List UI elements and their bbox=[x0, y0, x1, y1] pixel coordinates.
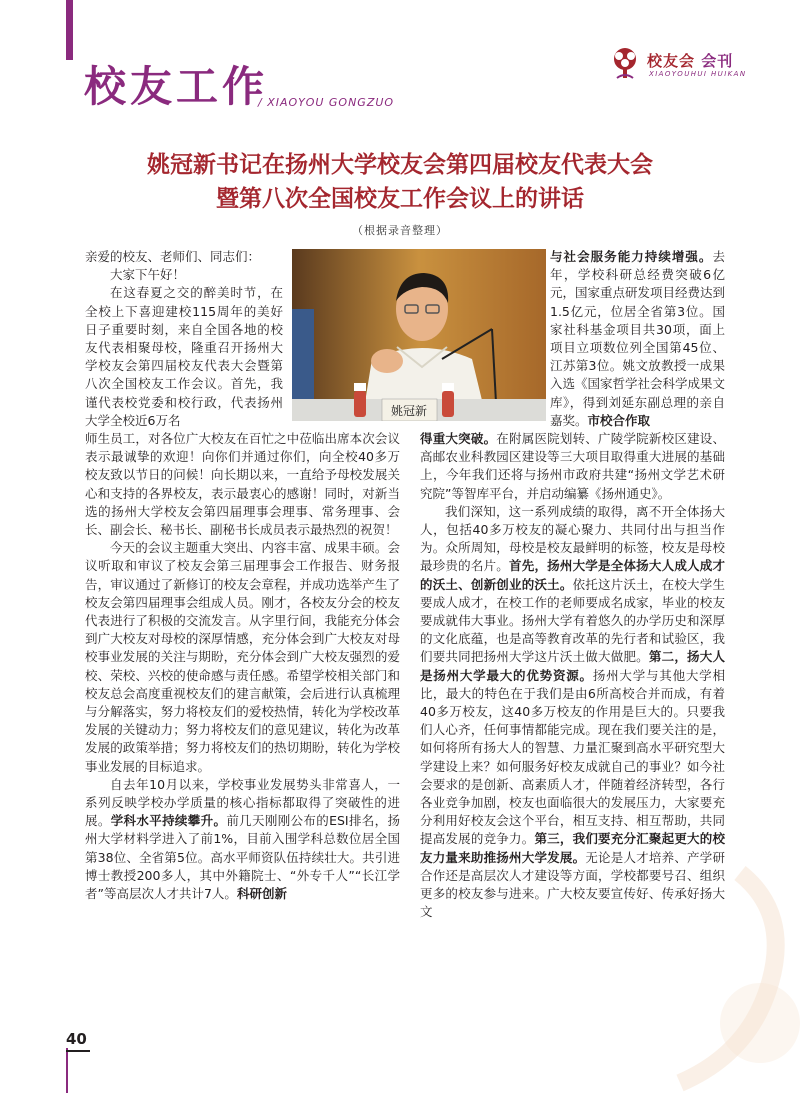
key-point: 第三，我们要充分汇聚起更大的校友力量来助推扬州大学发展。 bbox=[420, 831, 725, 865]
key-point: 第二，扬大人是扬州大学最大的优势资源。 bbox=[420, 649, 725, 683]
key-point: 学科水平持续攀升。 bbox=[110, 813, 227, 829]
section-subtitle: / XIAOYOU GONGZUO bbox=[258, 96, 395, 109]
body-column-left-bottom bbox=[85, 430, 400, 903]
page-number-rule bbox=[66, 1050, 90, 1052]
section-title: 校友工作 bbox=[84, 62, 269, 111]
brand-title bbox=[647, 50, 733, 71]
transcript-note: （根据录音整理） bbox=[352, 224, 448, 237]
body-paragraph: 在这春夏之交的醉美时节，在全校上下喜迎建校115周年的美好日子重要时刻，来自全国各地的校友代表相聚母校，隆重召开扬州大学校友会第四届校友代表大会暨第八次全国校友工作会议。首先，我谨代表校党委和校行政，代表扬州大学全校近6万名 bbox=[85, 285, 283, 428]
key-point: 得重大突破。 bbox=[420, 431, 497, 446]
body-paragraph: 与社会服务能力持续增强。去年，学校科研总经费突破6亿元，国家重点研发项目经费达到1.5亿元，位居全省第3位。国家社科基金项目共30项，面上项目立项数位列全国第45位、江苏第3位。姚文放教授一成果入选《国家哲学社会科学成果文库》，得到刘延东副总理的亲自嘉奖。市校合作取 bbox=[550, 249, 726, 428]
sidebar-accent-bar bbox=[66, 0, 73, 60]
key-point: 市校合作取 bbox=[587, 412, 651, 428]
brand-pinyin: XIAOYOUHUI HUIKAN bbox=[649, 70, 747, 78]
article-title-line-2: 暨第八次全国校友工作会议上的讲话 bbox=[216, 185, 584, 212]
decorative-watermark bbox=[620, 833, 800, 1093]
body-paragraph: 今天的会议主题重大突出、内容丰富、成果丰硕。会议听取和审议了校友会第三届理事会工作报告、财务报告，审议通过了新修订的校友会章程，并成功选举产生了校友会第四届理事会组成人员。刚才，各校友分会的校友代表进行了积极的交流发言。从字里行间，我能充分体会到广大校友对母校的深厚情感，充分体会到广大校友对母校事业发展的关注与期盼，充分体会到广大校友强烈的爱校、荣校、兴校的使命感与责任感。希望学校相关部门和校友总会高度重视校友们的建言献策，会后进行认真梳理与分解落实，努力将校友们的爱校热情，转化为学校改革发展的关键动力；努力将校友们的意见建议，转化为改革发展的政策举措；努力将校友们的热切期盼，转化为学校事业发展的目标追求。 bbox=[85, 540, 400, 774]
body-column-right-top bbox=[550, 248, 725, 430]
key-point: 科研创新 bbox=[236, 886, 287, 902]
body-paragraph: 亲爱的校友、老师们、同志们： bbox=[85, 249, 261, 264]
article-title-line-1: 姚冠新书记在扬州大学校友会第四届校友代表大会 bbox=[147, 151, 653, 178]
yangzhou-university-alumni-logo-icon bbox=[609, 46, 641, 80]
speaker-photo bbox=[292, 249, 546, 421]
page-number: 40 bbox=[66, 1030, 87, 1048]
body-column-left-top bbox=[85, 248, 283, 430]
body-paragraph: 大家下午好！ bbox=[110, 267, 186, 283]
sidebar-accent-bar-bottom bbox=[66, 1048, 68, 1093]
brand-name: 校友会 bbox=[647, 52, 696, 70]
key-point: 与社会服务能力持续增强。 bbox=[550, 249, 713, 264]
body-paragraph: 自去年10月以来，学校事业发展势头非常喜人，一系列反映学校办学质量的核心指标都取得了突破性的进展。学科水平持续攀升。前几天刚刚公布的ESI排名，扬州大学材料学进入了前1%，目前入围学科总数位居全国第38位、全省第5位。高水平师资队伍持续壮大。共引进博士教授200多人，其中外籍院士、“外专千人”“长江学者”等高层次人才共计7人。科研创新 bbox=[85, 776, 400, 902]
brand-name-accent: 会刊 bbox=[701, 52, 734, 70]
body-paragraph: 得重大突破。在附属医院划转、广陵学院新校区建设、高邮农业科教园区建设等三大项目取得重大进展的基础上，今年我们还将与扬州市政府共建“扬州文学艺术研究院”等智库平台，并启动编纂《扬州通史》。 bbox=[420, 431, 725, 501]
body-paragraph: 我们深知，这一系列成绩的取得，离不开全体扬大人，包括40多万校友的凝心聚力、共同付出与担当作为。众所周知，母校是校友最鲜明的标签，校友是母校最珍贵的名片。首先，扬州大学是全体扬大人成人成才的沃土、创新创业的沃土。依托这片沃土，在校大学生要成人成才，在校工作的老师要成名成家，毕业的校友要成就伟大事业。扬州大学有着悠久的办学历史和深厚的文化底蕴，也是高等教育改革的先行者和试验区，我们要共同把扬州大学这片沃土做大做肥。第二，扬大人是扬州大学最大的优势资源。扬州大学与其他大学相比，最大的特色在于我们是由6所高校合并而成，有着40多万校友，这40多万校友的作用是巨大的。只要我们人心齐，任何事情都能完成。现在我们要关注的是，如何将所有扬大人的智慧、力量汇聚到高水平研究型大学建设上来？如何服务好校友成就自己的事业？如今社会要求的是创新、高素质人才，伴随着经济转型，各行各业竞争加剧，校友也面临很大的发展压力，大家要充分利用好校友会这个平台，相互支持、相互帮助，共同提高发展的竞争力。第三，我们要充分汇聚起更大的校友力量来助推扬州大学发展。无论是人才培养、产学研合作还是高层次人才建设等方面，学校都要号召、组织更多的校友参与进来。广大校友要宣传好、传承好扬大文 bbox=[420, 503, 725, 920]
photo-nameplate: 姚冠新 bbox=[390, 404, 428, 418]
body-paragraph: 师生员工，对各位广大校友在百忙之中莅临出席本次会议表示最诚挚的欢迎！向你们并通过你们，向全校40多万校友致以节日的问候！向长期以来，一直给予母校发展关心和支持的各界校友，表示最衷心的感谢！同时，对新当选的扬州大学校友会第四届理事会理事、常务理事、会长、副会长、秘书长、副秘书长成员表示最热烈的祝贺！ bbox=[85, 431, 400, 538]
masthead-brand bbox=[609, 44, 774, 84]
key-point: 首先，扬州大学是全体扬大人成人成才的沃土、创新创业的沃土。 bbox=[420, 558, 725, 592]
